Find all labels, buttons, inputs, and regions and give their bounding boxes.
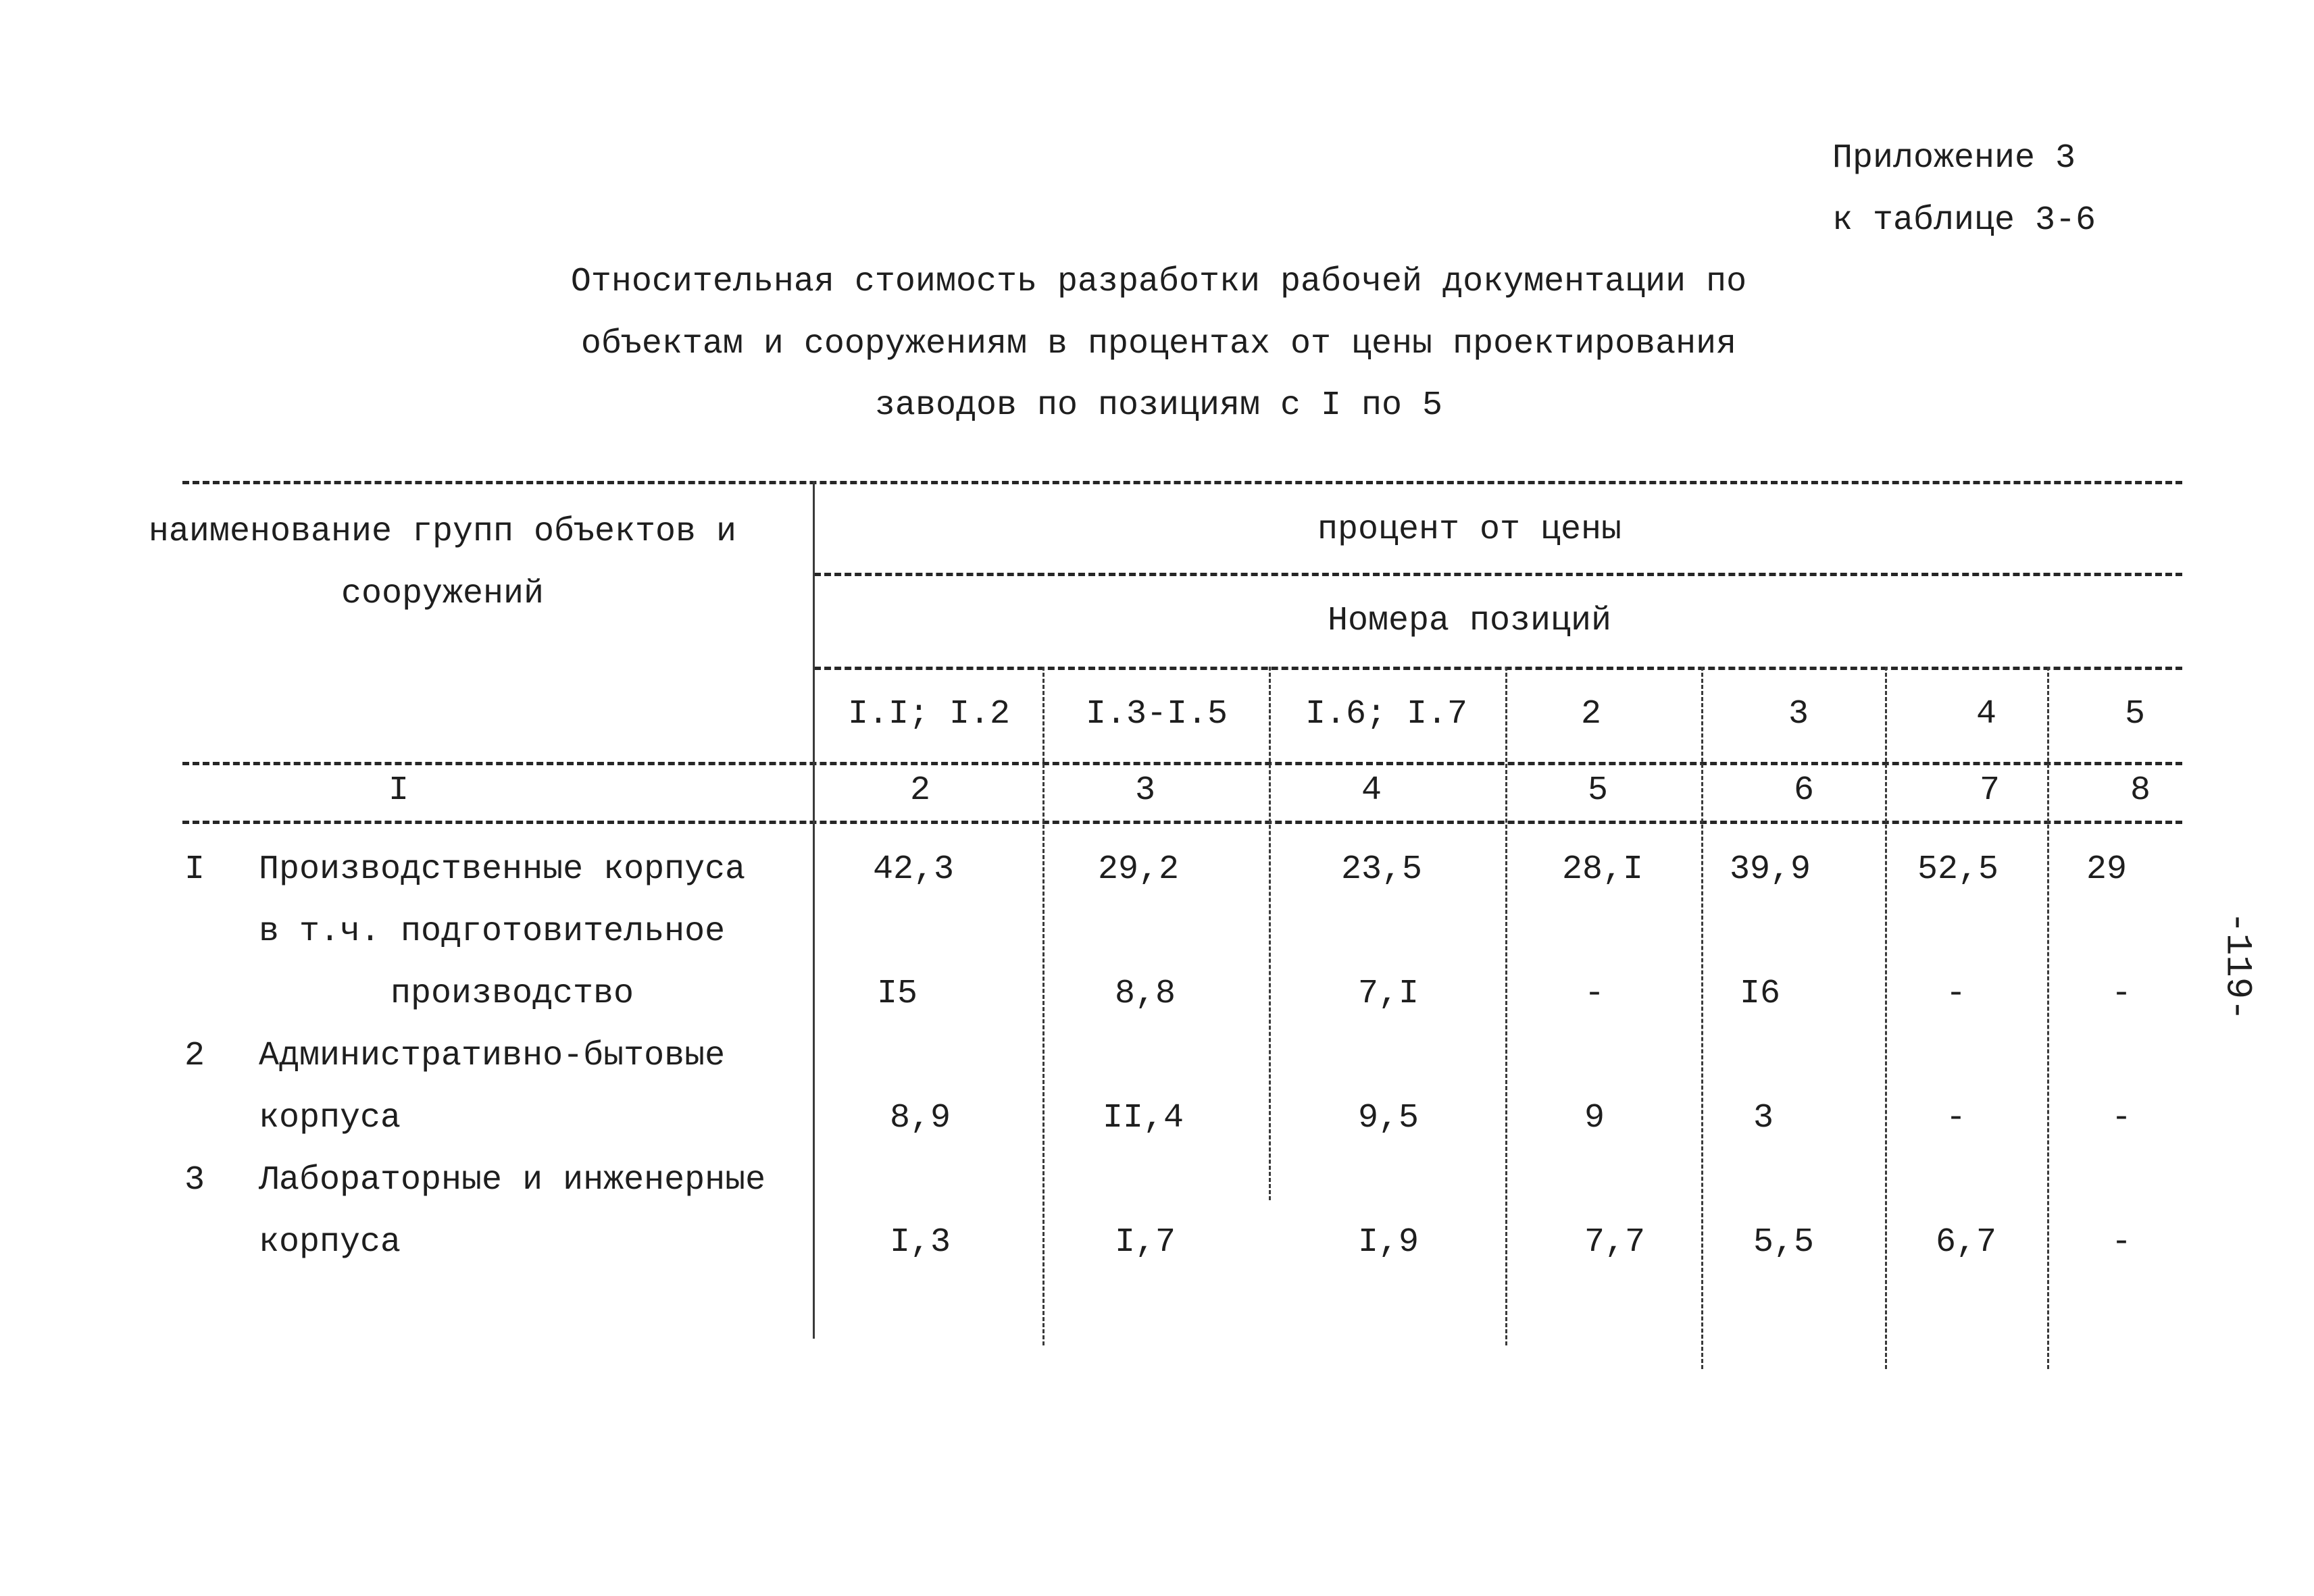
row-number: I [184, 850, 205, 889]
table-cell: 23,5 [1340, 850, 1423, 889]
name-column-separator [813, 481, 815, 1339]
column-number: 4 [1361, 771, 1382, 810]
row-name: корпуса [259, 1099, 401, 1137]
title-line-3: заводов по позициям с I по 5 [874, 386, 1443, 425]
position-label: I.3-I.5 [1085, 695, 1228, 733]
table-cell: - [1584, 975, 1605, 1013]
table-cell: I5 [876, 975, 918, 1013]
positions-header-rule [814, 667, 2182, 670]
header-position-numbers: Номера позиций [1327, 602, 1612, 640]
appendix-label: Приложение 3 [1832, 139, 2076, 178]
column-numbers-bottom-rule [182, 821, 2182, 824]
table-cell: I,7 [1114, 1223, 1176, 1262]
table-cell: 39,9 [1729, 850, 1811, 889]
row-name: корпуса [259, 1223, 401, 1262]
position-label: 5 [2124, 695, 2146, 733]
column-number: 8 [2130, 771, 2151, 810]
row-name: производство [391, 975, 634, 1013]
column-number: 3 [1134, 771, 1156, 810]
table-cell: - [1945, 1099, 1967, 1137]
table-cell: 7,I [1357, 975, 1419, 1013]
column-separator-5 [1701, 667, 1703, 1369]
table-cell: I,9 [1357, 1223, 1419, 1262]
row-number: 2 [184, 1037, 205, 1075]
table-cell: 29,2 [1097, 850, 1180, 889]
table-top-rule [182, 481, 2182, 484]
column-number: 5 [1587, 771, 1609, 810]
table-cell: - [1945, 975, 1967, 1013]
table-cell: 42,3 [872, 850, 955, 889]
column-separator-6 [1885, 667, 1887, 1369]
column-numbers-top-rule [182, 762, 2182, 765]
row-name: в т.ч. подготовительное [259, 912, 726, 951]
position-label: 3 [1788, 695, 1809, 733]
position-label: I.I; I.2 [847, 695, 1011, 733]
column-separator-7 [2047, 667, 2049, 1369]
header-name-line-2: сооружений [341, 575, 545, 613]
table-cell: 29 [2086, 850, 2128, 889]
column-number: I [388, 771, 409, 810]
table-cell: - [2111, 975, 2132, 1013]
table-cell: 28,I [1561, 850, 1644, 889]
column-separator-2 [1042, 667, 1045, 1345]
table-cell: I6 [1739, 975, 1781, 1013]
row-name: Производственные корпуса [259, 850, 746, 889]
table-cell: 9,5 [1357, 1099, 1419, 1137]
table-cell: 8,9 [889, 1099, 951, 1137]
position-label: 2 [1580, 695, 1602, 733]
table-cell: II,4 [1102, 1099, 1184, 1137]
table-cell: 8,8 [1114, 975, 1176, 1013]
table-cell: 5,5 [1753, 1223, 1815, 1262]
column-number: 7 [1979, 771, 2001, 810]
row-name: Административно-бытовые [259, 1037, 726, 1075]
title-line-2: объектам и сооружениям в процентах от цены проектирования [580, 325, 1737, 363]
appendix-table-reference: к таблице 3-6 [1832, 201, 2096, 240]
position-label: 4 [1976, 695, 1997, 733]
row-name: Лабораторные и инженерные [259, 1161, 766, 1200]
row-number: 3 [184, 1161, 205, 1200]
table-cell: 52,5 [1917, 850, 1999, 889]
table-cell: 6,7 [1935, 1223, 1997, 1262]
table-cell: 3 [1753, 1099, 1774, 1137]
table-cell: 7,7 [1584, 1223, 1646, 1262]
column-number: 6 [1793, 771, 1815, 810]
column-separator-3 [1269, 667, 1271, 1200]
column-separator-4 [1505, 667, 1507, 1345]
column-number: 2 [909, 771, 931, 810]
header-percent-of-price: процент от цены [1317, 511, 1622, 549]
table-cell: - [2111, 1099, 2132, 1137]
header-name-line-1: наименование групп объектов и [148, 513, 737, 551]
title-line-1: Относительная стоимость разработки рабочей документации по [570, 263, 1747, 301]
percent-header-rule [814, 573, 2182, 576]
page-number: -119- [2216, 911, 2258, 1021]
table-cell: I,3 [889, 1223, 951, 1262]
position-label: I.6; I.7 [1305, 695, 1468, 733]
table-cell: - [2111, 1223, 2132, 1262]
table-cell: 9 [1584, 1099, 1605, 1137]
